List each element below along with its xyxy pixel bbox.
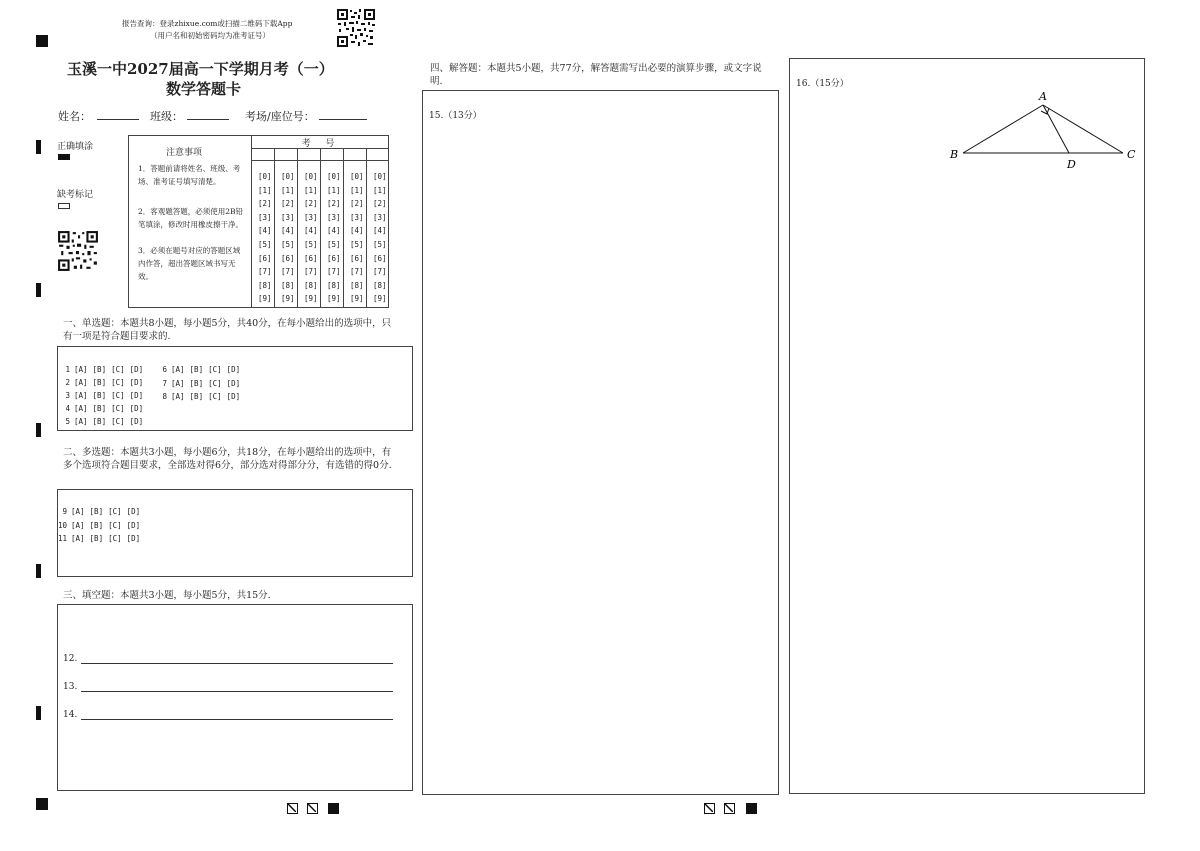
timing-mark (36, 423, 41, 437)
fill-blank-12[interactable] (63, 654, 77, 664)
exam-digit-bubble[interactable]: [4] (304, 226, 318, 236)
absent-mark-box[interactable] (58, 203, 70, 209)
exam-digit-bubble[interactable]: [9] (373, 294, 387, 304)
exam-digit-bubble[interactable]: [3] (258, 212, 272, 222)
option-bubble[interactable]: [B] (92, 417, 107, 426)
exam-digit-bubble[interactable]: [3] (304, 212, 318, 222)
exam-digit-bubble[interactable]: [3] (327, 212, 341, 222)
name-label: 姓名： (58, 110, 91, 123)
q13-label: 13. (63, 682, 78, 692)
option-bubble[interactable]: [B] (89, 534, 104, 543)
option-bubble[interactable]: [B] (189, 365, 204, 374)
scan-notice-sub: （用户名和初始密码均为准考证号） (150, 31, 270, 40)
blank-line-12[interactable] (81, 663, 393, 664)
section4-heading: 四、解答题：本题共5小题，共77分，解答题需写出必要的演算步骤，或文字说明. (430, 63, 762, 87)
q16-label: 16.（15分） (796, 79, 849, 89)
option-bubble[interactable]: [D] (129, 404, 144, 413)
exam-digit-bubble[interactable]: [3] (350, 212, 364, 222)
exam-digit-bubble[interactable]: [2] (304, 199, 318, 209)
qr-code-icon (336, 8, 376, 48)
exam-number-heading: 考 号 (301, 139, 341, 149)
exam-digit-bubble[interactable]: [2] (373, 199, 387, 209)
option-bubble[interactable]: [D] (129, 391, 144, 400)
timing-mark (36, 35, 48, 47)
page-marker-filled-icon (746, 803, 757, 814)
notice-item-1: 1．答题前请将姓名、班级、考场、准考证号填写清楚。 (138, 164, 241, 186)
option-bubble[interactable]: [A] (74, 417, 88, 426)
page-marker-slash-icon (287, 803, 298, 814)
option-bubble[interactable]: [B] (89, 507, 104, 516)
option-bubble[interactable]: [B] (89, 520, 104, 530)
page-subtitle: 数学答题卡 (166, 80, 242, 98)
exam-digit-bubble[interactable]: [7] (281, 267, 295, 277)
question-number: 5 (65, 417, 70, 426)
option-bubble[interactable]: [C] (111, 378, 125, 387)
option-bubble[interactable]: [C] (111, 365, 125, 374)
exam-digit-bubble[interactable]: [5] (327, 240, 341, 249)
question-number: 10 (57, 520, 67, 530)
class-label: 班级： (150, 110, 183, 123)
exam-digit-bubble[interactable]: [4] (258, 226, 272, 236)
class-field[interactable] (150, 108, 229, 124)
question-number: 11 (57, 534, 67, 543)
option-bubble[interactable]: [A] (171, 365, 185, 374)
option-bubble[interactable]: [B] (92, 365, 107, 374)
exam-digit-bubble[interactable]: [7] (327, 267, 341, 277)
room-field[interactable] (245, 108, 367, 124)
question-number: 7 (162, 378, 167, 388)
fill-blank-14[interactable] (63, 710, 77, 720)
exam-digit-bubble[interactable]: [0] (350, 172, 364, 181)
option-bubble[interactable]: [A] (71, 534, 85, 543)
exam-digit-bubble[interactable]: [2] (350, 199, 364, 209)
triangle-figure (945, 88, 1145, 173)
fill-blank-13[interactable] (63, 682, 77, 692)
exam-number-column (252, 148, 275, 307)
room-label: 考场/座位号： (245, 110, 315, 123)
section1-heading: 一、单选题：本题共8小题，每小题5分，共40分，在每小题给出的选项中，只有一项是符合题目要求的. (63, 318, 392, 342)
exam-number-column (344, 148, 367, 307)
exam-digit-bubble[interactable]: [4] (350, 226, 364, 236)
exam-digit-bubble[interactable]: [1] (350, 185, 364, 195)
question-number: 2 (65, 378, 70, 387)
page-marker-slash-icon (704, 803, 715, 814)
q12-label: 12. (63, 654, 78, 664)
timing-mark (36, 140, 41, 154)
exam-digit-bubble[interactable]: [6] (350, 253, 364, 263)
exam-digit-bubble[interactable]: [6] (373, 253, 387, 263)
exam-digit-bubble[interactable]: [7] (258, 267, 272, 277)
vertex-a-label: A (1039, 90, 1047, 103)
exam-digit-bubble[interactable]: [8] (304, 280, 318, 290)
option-bubble[interactable]: [C] (108, 520, 122, 530)
blank-line-13[interactable] (81, 691, 393, 692)
option-bubble[interactable]: [B] (189, 378, 204, 388)
option-bubble[interactable]: [C] (108, 507, 122, 516)
exam-digit-bubble[interactable]: [0] (327, 172, 341, 181)
name-field[interactable] (58, 108, 139, 124)
exam-number-grid (251, 135, 389, 308)
exam-digit-bubble[interactable]: [2] (327, 199, 341, 209)
option-bubble[interactable]: [A] (71, 520, 85, 530)
q15-answer-box[interactable] (422, 90, 779, 795)
section2-heading: 二、多选题：本题共3小题，每小题6分，共18分，在每小题给出的选项中，有多个选项符合题目要求，全部选对得6分，部分选对得部分分，有选错的得0分. (63, 447, 392, 471)
option-bubble[interactable]: [D] (129, 365, 144, 374)
option-bubble[interactable]: [A] (74, 404, 88, 413)
vertex-b-label: B (950, 148, 959, 161)
option-bubble[interactable]: [B] (92, 391, 107, 400)
exam-digit-bubble[interactable]: [2] (281, 199, 295, 209)
option-bubble[interactable]: [A] (171, 392, 185, 401)
timing-mark (36, 564, 41, 578)
exam-digit-bubble[interactable]: [7] (350, 267, 364, 277)
question-number: 6 (162, 365, 167, 374)
exam-digit-bubble[interactable]: [5] (373, 240, 387, 249)
exam-digit-bubble[interactable]: [6] (304, 253, 318, 263)
exam-digit-bubble[interactable]: [9] (258, 294, 272, 304)
option-bubble[interactable]: [D] (226, 365, 241, 374)
exam-digit-bubble[interactable]: [8] (350, 280, 364, 290)
exam-number-column (275, 148, 298, 307)
option-bubble[interactable]: [D] (126, 507, 141, 516)
exam-digit-bubble[interactable]: [4] (281, 226, 295, 236)
exam-digit-bubble[interactable]: [4] (373, 226, 387, 236)
exam-digit-bubble[interactable]: [7] (304, 267, 318, 277)
exam-digit-bubble[interactable]: [5] (304, 240, 318, 249)
absent-mark-label: 缺考标记 (57, 190, 94, 200)
exam-digit-bubble[interactable]: [5] (281, 240, 295, 249)
exam-digit-bubble[interactable]: [0] (281, 172, 295, 181)
option-bubble[interactable]: [A] (74, 391, 88, 400)
option-bubble[interactable]: [C] (208, 378, 222, 388)
exam-digit-bubble[interactable]: [8] (281, 280, 295, 290)
exam-digit-bubble[interactable]: [6] (281, 253, 295, 263)
exam-digit-bubble[interactable]: [1] (373, 185, 387, 195)
question-number: 9 (62, 507, 67, 516)
option-bubble[interactable]: [A] (171, 378, 185, 388)
exam-digit-bubble[interactable]: [3] (373, 212, 387, 222)
q15-label: 15.（13分） (429, 111, 482, 121)
option-bubble[interactable]: [D] (126, 534, 141, 543)
question-number: 4 (65, 404, 70, 413)
exam-digit-bubble[interactable]: [8] (327, 280, 341, 290)
exam-digit-bubble[interactable]: [9] (350, 294, 364, 304)
answer-row (154, 384, 245, 403)
page-marker-slash-icon (307, 803, 318, 814)
exam-digit-bubble[interactable]: [0] (373, 172, 387, 181)
exam-digit-bubble[interactable]: [0] (304, 172, 318, 181)
option-bubble[interactable]: [C] (111, 417, 125, 426)
correct-fill-sample (58, 154, 70, 160)
exam-number-column (298, 148, 321, 307)
notice-item-2: 2．客观题答题，必须使用2B铅笔填涂，修改时用橡皮擦干净。 (138, 207, 244, 229)
option-bubble[interactable]: [C] (208, 392, 222, 401)
exam-digit-bubble[interactable]: [1] (258, 185, 272, 195)
exam-digit-bubble[interactable]: [8] (373, 280, 387, 290)
qr-code-icon (57, 230, 99, 272)
section3-heading: 三、填空题：本题共3小题，每小题5分，共15分. (63, 590, 271, 601)
exam-number-column (367, 148, 390, 307)
option-bubble[interactable]: [D] (226, 392, 241, 401)
exam-digit-bubble[interactable]: [1] (327, 185, 341, 195)
option-bubble[interactable]: [D] (226, 378, 241, 388)
exam-number-column (321, 148, 344, 307)
vertex-c-label: C (1127, 148, 1136, 161)
timing-mark (36, 798, 48, 810)
option-bubble[interactable]: [C] (111, 404, 125, 413)
scan-notice: 报告查询：登录zhixue.com或扫描二维码下载App (122, 19, 293, 28)
page-title: 玉溪一中2027届高一下学期月考（一） (67, 60, 334, 78)
notice-heading: 注意事项 (166, 148, 203, 158)
exam-digit-bubble[interactable]: [1] (281, 185, 295, 195)
exam-digit-bubble[interactable]: [2] (258, 199, 272, 209)
option-bubble[interactable]: [D] (126, 520, 141, 530)
question-number: 1 (65, 365, 70, 374)
exam-digit-bubble[interactable]: [3] (281, 212, 295, 222)
option-bubble[interactable]: [D] (129, 378, 144, 387)
option-bubble[interactable]: [B] (92, 378, 107, 387)
question-number: 3 (65, 391, 70, 400)
exam-digit-bubble[interactable]: [6] (258, 253, 272, 263)
option-bubble[interactable]: [C] (208, 365, 222, 374)
exam-digit-bubble[interactable]: [5] (350, 240, 364, 249)
exam-digit-bubble[interactable]: [4] (327, 226, 341, 236)
answer-row (57, 409, 148, 428)
option-bubble[interactable]: [D] (129, 417, 144, 426)
option-bubble[interactable]: [A] (74, 365, 88, 374)
exam-digit-bubble[interactable]: [7] (373, 267, 387, 277)
timing-mark (36, 283, 41, 297)
option-bubble[interactable]: [C] (108, 534, 122, 543)
option-bubble[interactable]: [A] (71, 507, 85, 516)
section3-answer-box (57, 604, 413, 791)
point-d-label: D (1067, 158, 1076, 171)
correct-fill-label: 正确填涂 (57, 142, 94, 152)
option-bubble[interactable]: [B] (92, 404, 107, 413)
notice-item-3: 3．必须在题号对应的答题区域内作答，超出答题区域书写无效。 (138, 246, 241, 281)
option-bubble[interactable]: [A] (74, 378, 88, 387)
page-marker-filled-icon (328, 803, 339, 814)
exam-digit-bubble[interactable]: [5] (258, 240, 272, 249)
timing-mark (36, 706, 41, 720)
answer-row (54, 526, 145, 545)
blank-line-14[interactable] (81, 719, 393, 720)
exam-digit-bubble[interactable]: [9] (281, 294, 295, 304)
exam-digit-bubble[interactable]: [6] (327, 253, 341, 263)
option-bubble[interactable]: [C] (111, 391, 125, 400)
option-bubble[interactable]: [B] (189, 392, 204, 401)
question-number: 8 (162, 392, 167, 401)
page-marker-slash-icon (724, 803, 735, 814)
exam-digit-bubble[interactable]: [1] (304, 185, 318, 195)
exam-digit-bubble[interactable]: [9] (327, 294, 341, 304)
exam-digit-bubble[interactable]: [9] (304, 294, 318, 304)
exam-digit-bubble[interactable]: [8] (258, 280, 272, 290)
q14-label: 14. (63, 710, 78, 720)
exam-digit-bubble[interactable]: [0] (258, 172, 272, 181)
